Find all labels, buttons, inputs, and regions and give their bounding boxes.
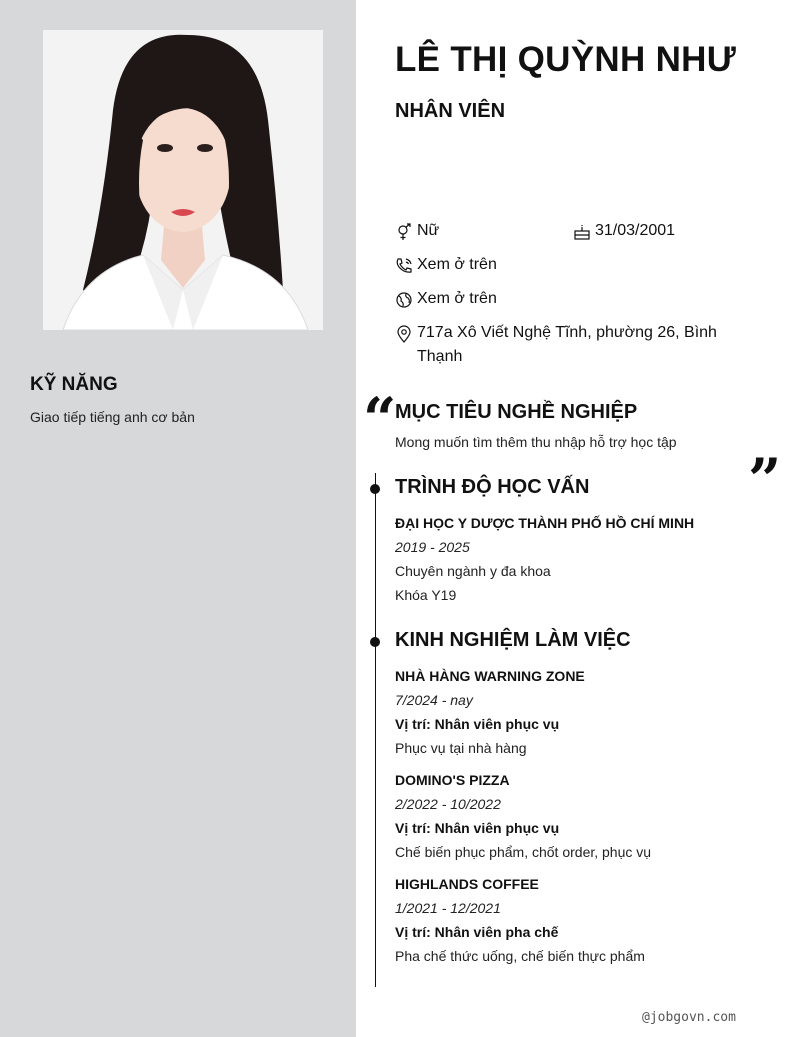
- experience-role: Vị trí: Nhân viên phục vụ: [395, 716, 560, 732]
- candidate-name: LÊ THỊ QUỲNH NHƯ: [395, 40, 737, 79]
- sidebar: [0, 0, 356, 1037]
- experience-company: DOMINO'S PIZZA: [395, 772, 510, 788]
- phone-row: [395, 256, 497, 275]
- gender-icon: [395, 223, 413, 241]
- experience-company: NHÀ HÀNG WARNING ZONE: [395, 668, 585, 684]
- education-major: Chuyên ngành y đa khoa: [395, 563, 551, 579]
- objective-text: Mong muốn tìm thêm thu nhập hỗ trợ học tập: [395, 434, 677, 450]
- address-row: [395, 324, 717, 369]
- website-row: [395, 290, 497, 309]
- website-value: Xem ở trên: [417, 290, 497, 307]
- profile-photo: [43, 30, 323, 330]
- skills-text: Giao tiếp tiếng anh cơ bản: [30, 409, 195, 425]
- experience-period: 7/2024 - nay: [395, 692, 473, 708]
- experience-desc: Pha chế thức uống, chế biến thực phẩm: [395, 948, 645, 964]
- cake-icon: [573, 223, 591, 241]
- skills-heading: KỸ NĂNG: [30, 374, 118, 395]
- experience-period: 1/2021 - 12/2021: [395, 900, 501, 916]
- candidate-position: NHÂN VIÊN: [395, 100, 506, 122]
- experience-role: Vị trí: Nhân viên phục vụ: [395, 820, 560, 836]
- experience-desc: Chế biến phục phẩm, chốt order, phục vụ: [395, 844, 652, 860]
- birthdate-row: [573, 222, 675, 241]
- education-period: 2019 - 2025: [395, 539, 470, 555]
- education-school: ĐẠI HỌC Y DƯỢC THÀNH PHỐ HỒ CHÍ MINH: [395, 515, 695, 531]
- experience-period: 2/2022 - 10/2022: [395, 796, 501, 812]
- phone-icon: [395, 257, 413, 275]
- education-cohort: Khóa Y19: [395, 587, 457, 603]
- open-quote-icon: “: [363, 385, 397, 453]
- education-heading: TRÌNH ĐỘ HỌC VẤN: [395, 476, 590, 498]
- map-pin-icon: [395, 325, 413, 343]
- close-quote-icon: ”: [748, 446, 782, 514]
- objective-heading: MỤC TIÊU NGHỀ NGHIỆP: [395, 401, 638, 423]
- experience-heading: KINH NGHIỆM LÀM VIỆC: [395, 629, 631, 651]
- education-dot: [370, 484, 380, 494]
- experience-company: HIGHLANDS COFFEE: [395, 876, 539, 892]
- address-value: 717a Xô Viết Nghệ Tĩnh, phường 26, Bình Thạnh: [417, 324, 717, 365]
- gender-row: [395, 222, 439, 241]
- phone-value: Xem ở trên: [417, 256, 497, 273]
- experience-role: Vị trí: Nhân viên pha chế: [395, 924, 559, 940]
- gender-value: Nữ: [417, 222, 440, 239]
- footer-watermark[interactable]: @jobgovn.com: [642, 1010, 736, 1025]
- globe-icon: [395, 291, 413, 309]
- timeline-line: [375, 473, 376, 987]
- birthdate-value: 31/03/2001: [595, 222, 676, 239]
- experience-dot: [370, 637, 380, 647]
- experience-desc: Phục vụ tại nhà hàng: [395, 740, 527, 756]
